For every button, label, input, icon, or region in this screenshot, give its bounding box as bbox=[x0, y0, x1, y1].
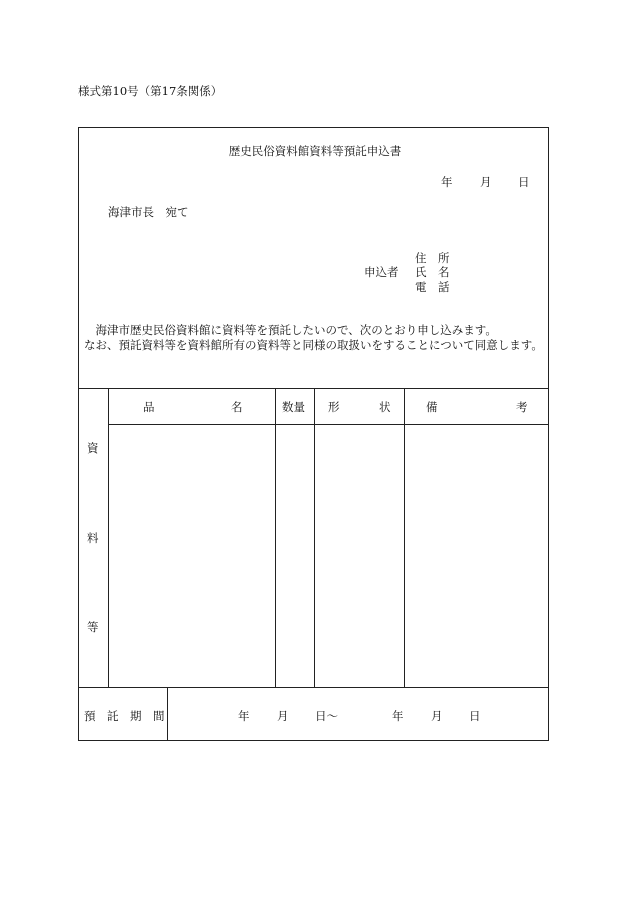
header-quantity: 数量 bbox=[282, 400, 305, 414]
statement-line-2: なお、預託資料等を資料館所有の資料等と同様の取扱いをすることについて同意します。 bbox=[84, 338, 543, 352]
table-col-divider-2 bbox=[275, 388, 276, 687]
table-header-rule bbox=[108, 424, 549, 425]
period-end-year: 年 bbox=[392, 709, 404, 723]
header-shape-part1: 形 bbox=[328, 400, 340, 414]
header-shape-part2: 状 bbox=[379, 400, 391, 414]
date-day: 日 bbox=[518, 175, 530, 189]
applicant-name-label: 氏 名 bbox=[415, 265, 450, 279]
date-month: 月 bbox=[480, 175, 492, 189]
applicant-address-label: 住 所 bbox=[415, 251, 450, 265]
form-label: 様式第10号（第17条関係） bbox=[78, 84, 223, 98]
applicant-label: 申込者 bbox=[364, 265, 399, 279]
addressee: 海津市長 宛て bbox=[108, 205, 189, 219]
form-title: 歴史民俗資料館資料等預託申込書 bbox=[228, 144, 402, 158]
period-start-year: 年 bbox=[238, 709, 250, 723]
side-label-char-1: 資 bbox=[87, 441, 99, 455]
header-item-name-part2: 名 bbox=[231, 400, 243, 414]
period-start-month: 月 bbox=[277, 709, 289, 723]
header-remarks-part2: 考 bbox=[516, 400, 528, 414]
date-year: 年 bbox=[441, 175, 453, 189]
period-label: 預 託 期 間 bbox=[84, 709, 165, 723]
table-col-divider-3 bbox=[314, 388, 315, 687]
applicant-phone-label: 電 話 bbox=[415, 280, 450, 294]
table-bottom-rule bbox=[78, 687, 549, 688]
table-col-divider-4 bbox=[404, 388, 405, 687]
period-start-day: 日〜 bbox=[315, 709, 338, 723]
side-label-char-2: 料 bbox=[87, 531, 99, 545]
header-remarks-part1: 備 bbox=[426, 400, 438, 414]
application-statement bbox=[84, 323, 546, 353]
period-end-month: 月 bbox=[431, 709, 443, 723]
table-col-divider-1 bbox=[108, 388, 109, 687]
header-item-name-part1: 品 bbox=[143, 400, 155, 414]
period-divider bbox=[167, 687, 168, 741]
statement-line-1: 海津市歴史民俗資料館に資料等を預託したいので、次のとおり申し込みます。 bbox=[84, 323, 497, 337]
side-label-char-3: 等 bbox=[87, 620, 99, 634]
period-end-day: 日 bbox=[469, 709, 481, 723]
